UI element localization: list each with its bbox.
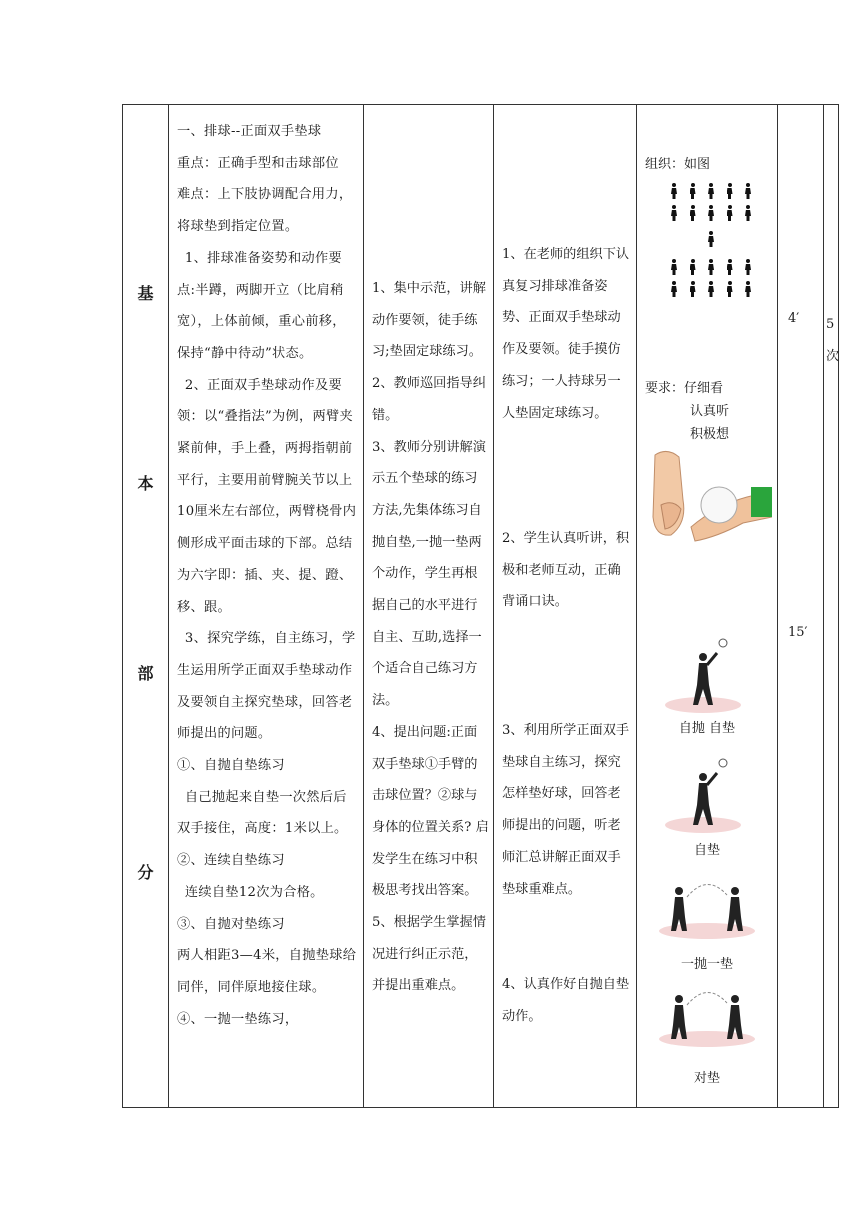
teacher-activity-column [364,105,494,1108]
student-item: 1、在老师的组织下认真复习排球准备姿势、正面双手垫球动作及要领。徒手摸仿练习；一人持球另一人垫固定球练习。 [502,247,630,421]
content-item: ③、自抛对垫练习 [177,916,285,932]
teacher-item: 3、教师分别讲解演示五个垫球的练习方法,先集体练习自抛自垫,一抛一垫两个动作，学生再根据自己的水平进行自主、互助,选择一个适合自己练习方法。 [372,439,486,709]
pair-pass-illustration [657,981,757,1051]
time-value: 15′ [788,625,808,640]
teacher-item: 1、集中示范，讲解动作要领，徒手练习;垫固定球练习。 [372,281,486,360]
teacher-item: 4、提出问题:正面双手垫球①手臂的击球位置？②球与身体的位置关系? 启发学生在练习中积极思考找出答案。 [372,724,489,899]
section-char: 部 [137,664,154,683]
time-value: 4′ [788,311,800,326]
content-item: 1、排球准备姿势和动作要点:半蹲，两脚开立（比肩稍宽），上体前倾，重心前移，保持“静中待动”状态。 [177,250,346,361]
content-key-point: 重点：正确手型和击球部位 [177,155,339,171]
student-item: 2、学生认真听讲，积极和老师互动，正确背诵口诀。 [502,531,630,610]
content-column [169,105,364,1108]
student-activity-column [494,105,637,1108]
times-column [824,105,839,1108]
toss-pass-illustration [657,873,757,943]
lesson-table [122,104,839,1108]
requirement-line: 要求：仔细看 [645,381,724,396]
student-item: 4、认真作好自抛自垫动作。 [502,977,630,1024]
caption: 一抛一垫 [680,957,733,972]
student-item: 3、利用所学正面双手垫球自主练习，探究怎样垫好球，回答老师提出的问题，听老师汇总讲解正面双手垫球重难点。 [502,723,630,897]
content-item: ①、自抛自垫练习 [177,758,285,774]
caption: 自抛 自垫 [678,721,736,736]
organization-column [637,105,778,1108]
times-value: 5 [826,317,835,332]
content-item: ②、连续自垫练习 [177,853,285,869]
times-unit: 次 [826,349,840,364]
teacher-item: 5、根据学生掌握情况进行纠正示范，并提出重难点。 [372,915,486,994]
caption: 自垫 [693,843,720,858]
hand-position-illustration [647,445,772,555]
content-difficult-point: 难点：上下肢协调配合用力，将球垫到指定位置。 [177,187,353,235]
time-column [778,105,824,1108]
requirement-line: 积极想 [690,427,730,442]
caption: 对垫 [693,1071,720,1086]
formation-diagram [671,183,751,303]
organization-label: 组织：如图 [645,157,711,172]
section-label-cell [123,105,169,1108]
requirements [645,377,729,446]
content-title: 一、排球--正面双手垫球 [177,124,322,139]
section-char: 分 [137,863,154,882]
content-item: ④、一抛一垫练习， [177,1011,299,1027]
content-item: 2、正面双手垫球动作及要领：以“叠指法”为例，两臂夹紧前伸，手上叠，两拇指朝前平行，主要用前臂腕关节以上10厘米左右部位，两臂桡骨内侧形成平面击球的下部。总结为六字即：插、夹、提、蹬、移、跟。 [177,377,357,615]
content-item: 连续自垫12次为合格。 [184,884,324,900]
content-item: 3、探究学练，自主练习，学生运用所学正面双手垫球动作及要领自主探究垫球，回答老师提出的问题。 [177,631,356,742]
teacher-item: 2、教师巡回指导纠错。 [372,376,486,423]
section-char: 基 [137,284,154,303]
content-item: 两人相距3—4米，自抛垫球给同伴，同伴原地接住球。 [177,948,357,995]
content-item: 自己抛起来自垫一次然后后双手接住，高度：1米以上。 [177,789,348,837]
self-pass-illustration [663,755,743,835]
requirement-line: 认真听 [690,404,730,419]
section-char: 本 [137,474,154,493]
self-toss-pass-illustration [663,635,743,715]
